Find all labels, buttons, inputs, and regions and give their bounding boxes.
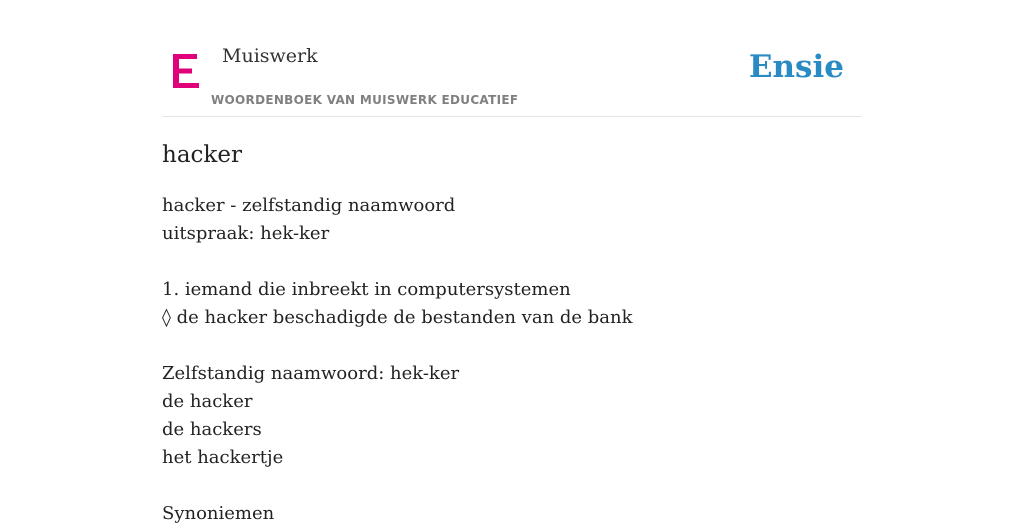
site-header: [162, 0, 862, 117]
muiswerk-logo-icon[interactable]: [173, 54, 201, 88]
synonyms-heading: Synoniemen: [162, 503, 275, 524]
word-form: de hackers: [162, 419, 262, 440]
noun-heading: Zelfstandig naamwoord: hek-ker: [162, 363, 460, 384]
entry-title: hacker: [162, 142, 242, 168]
entry-content: [162, 138, 862, 528]
example-line: ◊ de hacker beschadigde de bestanden van de bank: [162, 307, 633, 328]
part-of-speech-line: hacker - zelfstandig naamwoord: [162, 195, 456, 216]
site-name[interactable]: Muiswerk: [222, 45, 318, 67]
spacer: [162, 248, 862, 276]
pronunciation-line: uitspraak: hek-ker: [162, 223, 330, 244]
spacer: [162, 332, 862, 360]
word-form: de hacker: [162, 391, 253, 412]
entry-body: [162, 192, 862, 528]
word-form: het hackertje: [162, 447, 284, 468]
ensie-brand-link[interactable]: Ensie: [748, 49, 844, 85]
definition-line: 1. iemand die inbreekt in computersystemen: [162, 279, 571, 300]
spacer: [162, 472, 862, 500]
site-subtitle: WOORDENBOEK VAN MUISWERK EDUCATIEF: [211, 93, 519, 107]
